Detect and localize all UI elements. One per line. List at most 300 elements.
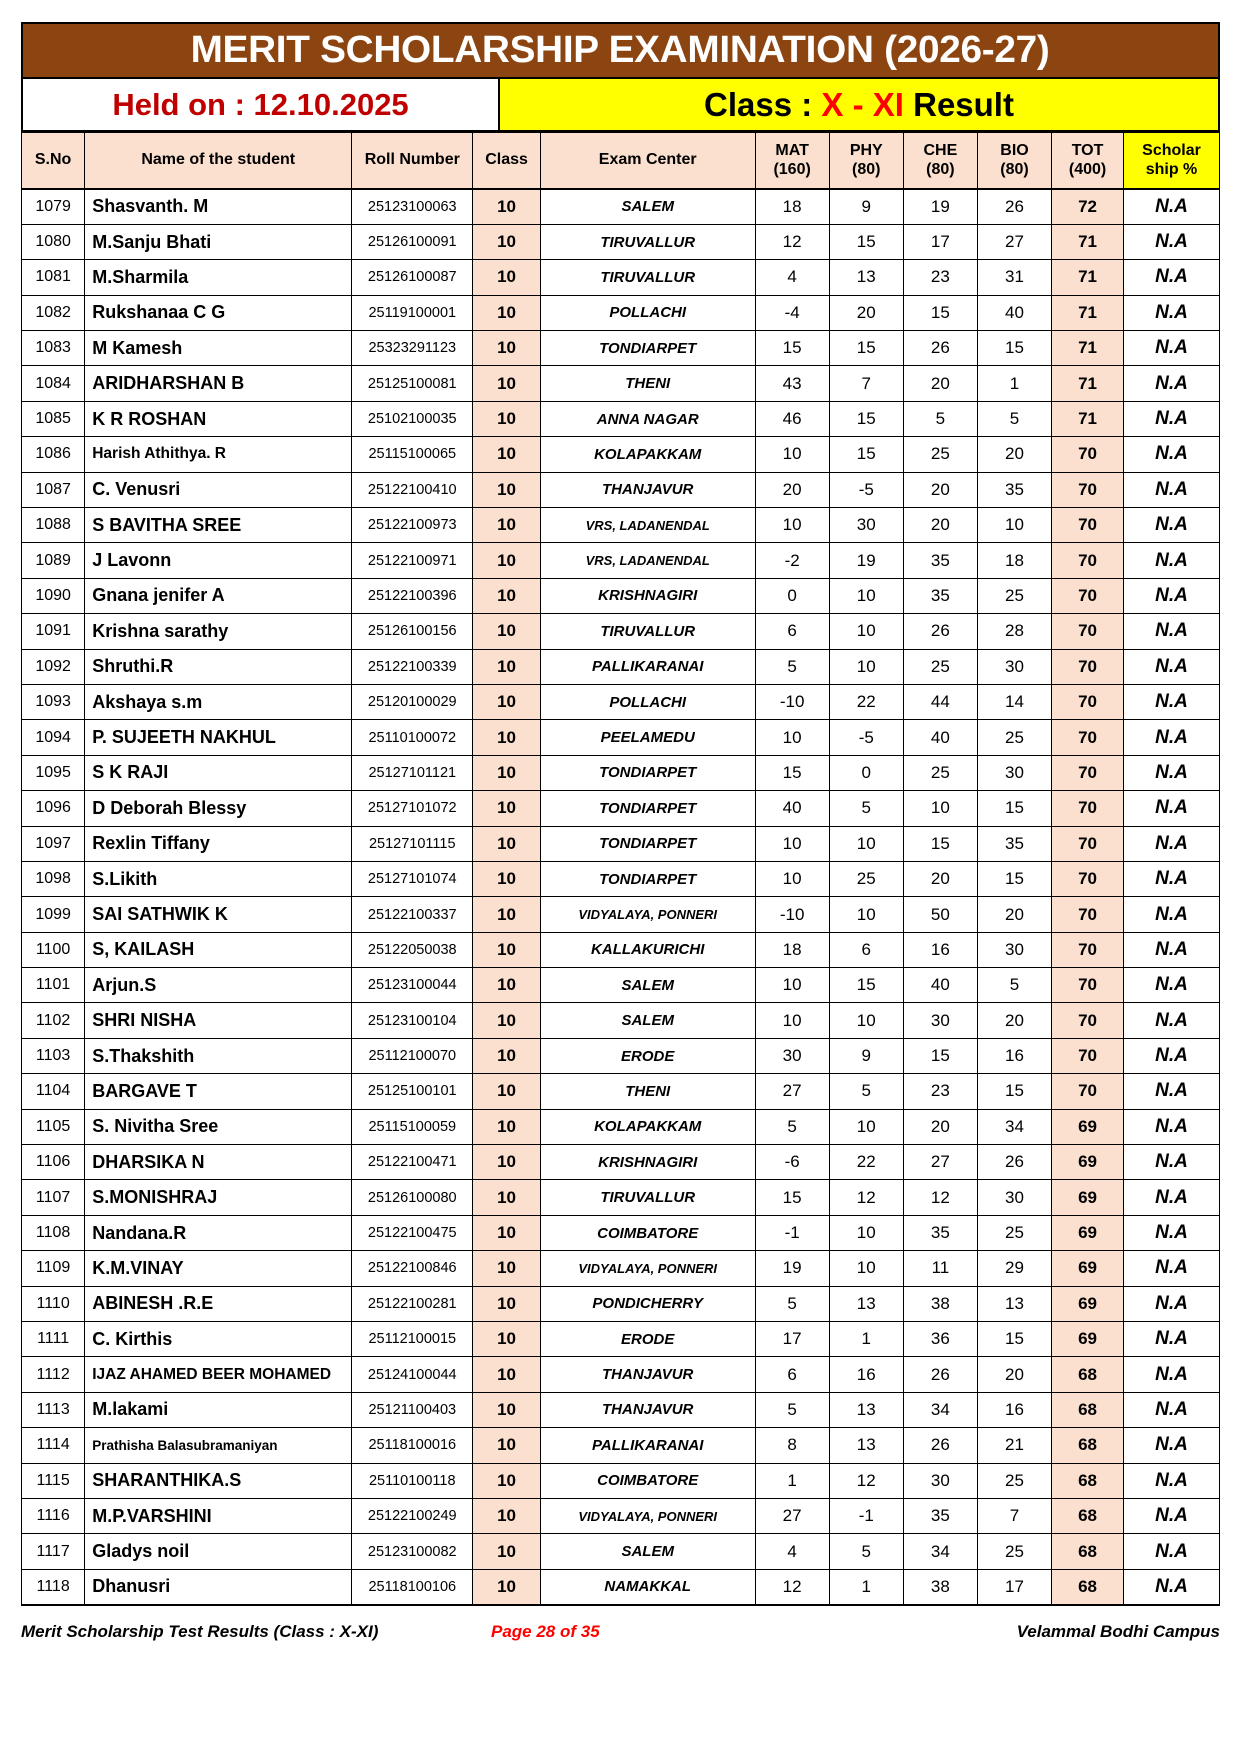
cell-bio-score: 28 [977,614,1051,649]
cell-class: 10 [473,578,541,613]
cell-che-score: 27 [903,1145,977,1180]
cell-phy-score: 16 [829,1357,903,1392]
cell-che-score: 26 [903,1428,977,1463]
cell-roll-number: 25123100104 [352,1003,473,1038]
cell-scholarship-percent: N.A [1124,1392,1220,1427]
cell-che-score: 35 [903,1498,977,1533]
cell-class: 10 [473,1038,541,1073]
cell-scholarship-percent: N.A [1124,543,1220,578]
cell-exam-center: SALEM [540,968,755,1003]
cell-serial-number: 1105 [22,1109,85,1144]
cell-bio-score: 10 [977,508,1051,543]
cell-che-score: 17 [903,224,977,259]
cell-che-score: 23 [903,1074,977,1109]
cell-bio-score: 7 [977,1498,1051,1533]
cell-student-name: C. Kirthis [85,1322,352,1357]
cell-bio-score: 15 [977,331,1051,366]
cell-exam-center: KRISHNAGIRI [540,1145,755,1180]
cell-mat-score: 27 [755,1498,829,1533]
cell-roll-number: 25126100080 [352,1180,473,1215]
cell-exam-center: PEELAMEDU [540,720,755,755]
cell-mat-score: 10 [755,826,829,861]
cell-scholarship-percent: N.A [1124,1180,1220,1215]
cell-exam-center: PALLIKARANAI [540,1428,755,1463]
table-row[interactable] [22,1215,1220,1250]
cell-exam-center: NAMAKKAL [540,1569,755,1604]
cell-mat-score: 43 [755,366,829,401]
table-row[interactable] [22,1038,1220,1073]
cell-exam-center: POLLACHI [540,684,755,719]
table-row[interactable] [22,1286,1220,1321]
cell-scholarship-percent: N.A [1124,472,1220,507]
cell-class: 10 [473,1180,541,1215]
cell-total-score: 70 [1052,1074,1124,1109]
table-row[interactable] [22,366,1220,401]
cell-student-name: Gladys noil [85,1534,352,1569]
cell-scholarship-percent: N.A [1124,1534,1220,1569]
cell-student-name: K.M.VINAY [85,1251,352,1286]
cell-phy-score: 0 [829,755,903,790]
cell-phy-score: 10 [829,1251,903,1286]
cell-che-score: 20 [903,861,977,896]
cell-exam-center: TONDIARPET [540,331,755,366]
table-row[interactable] [22,1463,1220,1498]
table-row[interactable] [22,720,1220,755]
cell-che-score: 25 [903,755,977,790]
cell-exam-center: COIMBATORE [540,1215,755,1250]
header-scholarship-line1: Scholar [1142,142,1201,160]
table-row[interactable] [22,543,1220,578]
page-footer [21,1622,1220,1642]
cell-mat-score: 15 [755,331,829,366]
cell-student-name: IJAZ AHAMED BEER MOHAMED [85,1357,352,1392]
cell-class: 10 [473,366,541,401]
header-mat-max: (160) [773,160,811,178]
cell-roll-number: 25121100403 [352,1392,473,1427]
table-row[interactable] [22,260,1220,295]
cell-roll-number: 25127101121 [352,755,473,790]
cell-total-score: 71 [1052,366,1124,401]
table-row[interactable] [22,614,1220,649]
cell-exam-center: TIRUVALLUR [540,1180,755,1215]
table-row[interactable] [22,472,1220,507]
cell-roll-number: 25115100065 [352,437,473,472]
cell-che-score: 40 [903,968,977,1003]
cell-class: 10 [473,1463,541,1498]
cell-serial-number: 1111 [22,1322,85,1357]
cell-scholarship-percent: N.A [1124,260,1220,295]
cell-scholarship-percent: N.A [1124,1286,1220,1321]
cell-class: 10 [473,826,541,861]
cell-scholarship-percent: N.A [1124,1074,1220,1109]
cell-mat-score: -1 [755,1215,829,1250]
cell-total-score: 68 [1052,1463,1124,1498]
cell-class: 10 [473,1145,541,1180]
cell-student-name: DHARSIKA N [85,1145,352,1180]
cell-class: 10 [473,968,541,1003]
cell-phy-score: 25 [829,861,903,896]
table-row[interactable] [22,826,1220,861]
cell-exam-center: KRISHNAGIRI [540,578,755,613]
cell-mat-score: 12 [755,224,829,259]
table-row[interactable] [22,331,1220,366]
cell-scholarship-percent: N.A [1124,932,1220,967]
cell-phy-score: 10 [829,614,903,649]
cell-mat-score: 10 [755,968,829,1003]
cell-serial-number: 1101 [22,968,85,1003]
cell-phy-score: 10 [829,1003,903,1038]
cell-class: 10 [473,861,541,896]
class-result-cell [500,79,1218,130]
class-prefix-text: Class : [704,85,822,123]
cell-roll-number: 25110100118 [352,1463,473,1498]
cell-serial-number: 1085 [22,401,85,436]
cell-serial-number: 1115 [22,1463,85,1498]
cell-class: 10 [473,720,541,755]
header-phy-max: (80) [852,160,881,178]
cell-serial-number: 1097 [22,826,85,861]
cell-bio-score: 25 [977,578,1051,613]
cell-che-score: 20 [903,366,977,401]
cell-roll-number: 25126100156 [352,614,473,649]
cell-student-name: Rukshanaa C G [85,295,352,330]
table-row[interactable] [22,1534,1220,1569]
table-row[interactable] [22,968,1220,1003]
cell-mat-score: 6 [755,614,829,649]
table-row[interactable] [22,578,1220,613]
table-row[interactable] [22,1428,1220,1463]
cell-phy-score: 9 [829,1038,903,1073]
cell-che-score: 40 [903,720,977,755]
cell-mat-score: -4 [755,295,829,330]
cell-phy-score: 12 [829,1463,903,1498]
cell-exam-center: KALLAKURICHI [540,932,755,967]
cell-class: 10 [473,684,541,719]
cell-total-score: 69 [1052,1215,1124,1250]
cell-roll-number: 25127101072 [352,791,473,826]
cell-student-name: Harish Athithya. R [85,437,352,472]
cell-exam-center: PONDICHERRY [540,1286,755,1321]
cell-class: 10 [473,1286,541,1321]
cell-student-name: Krishna sarathy [85,614,352,649]
cell-class: 10 [473,1428,541,1463]
cell-exam-center: TONDIARPET [540,791,755,826]
cell-scholarship-percent: N.A [1124,189,1220,224]
cell-scholarship-percent: N.A [1124,1569,1220,1604]
cell-class: 10 [473,1003,541,1038]
cell-exam-center: THENI [540,1074,755,1109]
cell-scholarship-percent: N.A [1124,1109,1220,1144]
cell-scholarship-percent: N.A [1124,649,1220,684]
cell-total-score: 70 [1052,720,1124,755]
cell-che-score: 36 [903,1322,977,1357]
cell-che-score: 35 [903,543,977,578]
table-row[interactable] [22,189,1220,224]
cell-mat-score: 10 [755,508,829,543]
cell-serial-number: 1094 [22,720,85,755]
cell-che-score: 26 [903,331,977,366]
cell-mat-score: 15 [755,755,829,790]
cell-mat-score: 5 [755,649,829,684]
cell-scholarship-percent: N.A [1124,366,1220,401]
cell-serial-number: 1100 [22,932,85,967]
cell-bio-score: 15 [977,791,1051,826]
cell-student-name: Dhanusri [85,1569,352,1604]
cell-exam-center: THANJAVUR [540,1392,755,1427]
cell-exam-center: VIDYALAYA, PONNERI [540,897,755,932]
cell-mat-score: -2 [755,543,829,578]
cell-student-name: S BAVITHA SREE [85,508,352,543]
cell-phy-score: 15 [829,968,903,1003]
cell-bio-score: 5 [977,968,1051,1003]
cell-che-score: 20 [903,472,977,507]
cell-phy-score: 12 [829,1180,903,1215]
cell-total-score: 70 [1052,791,1124,826]
cell-scholarship-percent: N.A [1124,437,1220,472]
table-row[interactable] [22,1074,1220,1109]
cell-serial-number: 1102 [22,1003,85,1038]
cell-mat-score: 27 [755,1074,829,1109]
table-row[interactable] [22,1392,1220,1427]
table-row[interactable] [22,508,1220,543]
cell-bio-score: 30 [977,755,1051,790]
cell-class: 10 [473,472,541,507]
cell-roll-number: 25126100087 [352,260,473,295]
cell-bio-score: 35 [977,472,1051,507]
cell-class: 10 [473,791,541,826]
cell-exam-center: VIDYALAYA, PONNERI [540,1498,755,1533]
cell-roll-number: 25122100973 [352,508,473,543]
cell-exam-center: TONDIARPET [540,826,755,861]
cell-bio-score: 16 [977,1038,1051,1073]
cell-exam-center: ANNA NAGAR [540,401,755,436]
cell-serial-number: 1086 [22,437,85,472]
cell-total-score: 72 [1052,189,1124,224]
cell-roll-number: 25102100035 [352,401,473,436]
table-row[interactable] [22,1180,1220,1215]
table-row[interactable] [22,1357,1220,1392]
cell-che-score: 34 [903,1534,977,1569]
cell-serial-number: 1112 [22,1357,85,1392]
cell-bio-score: 20 [977,897,1051,932]
cell-total-score: 70 [1052,472,1124,507]
cell-exam-center: VRS, LADANENDAL [540,508,755,543]
cell-mat-score: 17 [755,1322,829,1357]
cell-mat-score: 46 [755,401,829,436]
table-row[interactable] [22,295,1220,330]
cell-class: 10 [473,1569,541,1604]
cell-student-name: Rexlin Tiffany [85,826,352,861]
cell-exam-center: ERODE [540,1322,755,1357]
table-row[interactable] [22,1003,1220,1038]
table-row[interactable] [22,791,1220,826]
cell-bio-score: 14 [977,684,1051,719]
cell-che-score: 16 [903,932,977,967]
cell-class: 10 [473,331,541,366]
cell-exam-center: KOLAPAKKAM [540,1109,755,1144]
cell-student-name: SAI SATHWIK K [85,897,352,932]
cell-che-score: 50 [903,897,977,932]
cell-roll-number: 25122100281 [352,1286,473,1321]
cell-total-score: 71 [1052,260,1124,295]
cell-mat-score: 10 [755,861,829,896]
cell-exam-center: TIRUVALLUR [540,614,755,649]
header-sno: S.No [22,132,85,189]
cell-class: 10 [473,614,541,649]
cell-exam-center: TIRUVALLUR [540,260,755,295]
cell-total-score: 69 [1052,1286,1124,1321]
cell-phy-score: 22 [829,684,903,719]
cell-bio-score: 20 [977,437,1051,472]
cell-serial-number: 1118 [22,1569,85,1604]
cell-che-score: 11 [903,1251,977,1286]
cell-scholarship-percent: N.A [1124,331,1220,366]
cell-phy-score: 15 [829,331,903,366]
cell-serial-number: 1095 [22,755,85,790]
cell-total-score: 70 [1052,861,1124,896]
cell-class: 10 [473,437,541,472]
cell-che-score: 25 [903,437,977,472]
cell-total-score: 69 [1052,1180,1124,1215]
cell-serial-number: 1081 [22,260,85,295]
cell-phy-score: 7 [829,366,903,401]
header-name: Name of the student [85,132,352,189]
cell-serial-number: 1109 [22,1251,85,1286]
cell-roll-number: 25122100337 [352,897,473,932]
cell-che-score: 10 [903,791,977,826]
cell-phy-score: 9 [829,189,903,224]
cell-serial-number: 1108 [22,1215,85,1250]
cell-mat-score: -6 [755,1145,829,1180]
cell-scholarship-percent: N.A [1124,791,1220,826]
cell-class: 10 [473,932,541,967]
cell-total-score: 69 [1052,1251,1124,1286]
cell-student-name: M.Sanju Bhati [85,224,352,259]
table-header [22,132,1220,189]
cell-roll-number: 25112100015 [352,1322,473,1357]
cell-phy-score: 30 [829,508,903,543]
cell-phy-score: 10 [829,897,903,932]
cell-phy-score: 6 [829,932,903,967]
header-center: Exam Center [540,132,755,189]
cell-scholarship-percent: N.A [1124,720,1220,755]
header-che [903,132,977,189]
cell-total-score: 70 [1052,968,1124,1003]
cell-student-name: Gnana jenifer A [85,578,352,613]
table-row[interactable] [22,897,1220,932]
cell-phy-score: 5 [829,1074,903,1109]
cell-che-score: 23 [903,260,977,295]
class-result-text [704,86,1014,124]
class-value-text: X - XI [821,85,904,123]
cell-class: 10 [473,1074,541,1109]
cell-mat-score: 19 [755,1251,829,1286]
cell-student-name: Prathisha Balasubramaniyan [85,1428,352,1463]
cell-mat-score: 10 [755,437,829,472]
cell-student-name: Nandana.R [85,1215,352,1250]
cell-che-score: 19 [903,189,977,224]
footer-campus-name: Velammal Bodhi Campus [1016,1621,1220,1641]
table-row[interactable] [22,1145,1220,1180]
table-row[interactable] [22,1251,1220,1286]
table-row[interactable] [22,437,1220,472]
cell-total-score: 68 [1052,1534,1124,1569]
cell-serial-number: 1114 [22,1428,85,1463]
header-tot [1052,132,1124,189]
cell-bio-score: 21 [977,1428,1051,1463]
cell-phy-score: 22 [829,1145,903,1180]
table-body [22,189,1220,1605]
cell-phy-score: 13 [829,260,903,295]
cell-che-score: 5 [903,401,977,436]
cell-phy-score: 10 [829,1109,903,1144]
table-row[interactable] [22,861,1220,896]
cell-bio-score: 16 [977,1392,1051,1427]
cell-phy-score: 15 [829,224,903,259]
cell-total-score: 70 [1052,508,1124,543]
cell-mat-score: 5 [755,1286,829,1321]
cell-che-score: 35 [903,578,977,613]
cell-mat-score: 5 [755,1392,829,1427]
cell-exam-center: VIDYALAYA, PONNERI [540,1251,755,1286]
table-row[interactable] [22,224,1220,259]
results-table [21,131,1220,1606]
cell-roll-number: 25123100063 [352,189,473,224]
cell-che-score: 26 [903,1357,977,1392]
cell-phy-score: 10 [829,826,903,861]
cell-class: 10 [473,508,541,543]
cell-scholarship-percent: N.A [1124,1038,1220,1073]
cell-class: 10 [473,543,541,578]
table-row[interactable] [22,684,1220,719]
table-row[interactable] [22,649,1220,684]
cell-serial-number: 1089 [22,543,85,578]
cell-exam-center: KOLAPAKKAM [540,437,755,472]
cell-bio-score: 1 [977,366,1051,401]
table-row[interactable] [22,1498,1220,1533]
table-row[interactable] [22,401,1220,436]
cell-serial-number: 1091 [22,614,85,649]
cell-bio-score: 15 [977,1322,1051,1357]
cell-student-name: Arjun.S [85,968,352,1003]
cell-serial-number: 1092 [22,649,85,684]
table-row[interactable] [22,1109,1220,1144]
cell-scholarship-percent: N.A [1124,1215,1220,1250]
cell-serial-number: 1098 [22,861,85,896]
cell-total-score: 68 [1052,1357,1124,1392]
table-row[interactable] [22,1569,1220,1604]
cell-mat-score: 15 [755,1180,829,1215]
cell-class: 10 [473,1392,541,1427]
cell-roll-number: 25127101074 [352,861,473,896]
cell-serial-number: 1104 [22,1074,85,1109]
cell-bio-score: 40 [977,295,1051,330]
cell-serial-number: 1116 [22,1498,85,1533]
cell-scholarship-percent: N.A [1124,684,1220,719]
table-row[interactable] [22,932,1220,967]
cell-scholarship-percent: N.A [1124,1251,1220,1286]
cell-student-name: S K RAJI [85,755,352,790]
cell-roll-number: 25125100081 [352,366,473,401]
cell-roll-number: 25115100059 [352,1109,473,1144]
cell-class: 10 [473,1534,541,1569]
cell-total-score: 71 [1052,224,1124,259]
table-row[interactable] [22,1322,1220,1357]
cell-bio-score: 30 [977,932,1051,967]
cell-bio-score: 15 [977,861,1051,896]
table-row[interactable] [22,755,1220,790]
cell-student-name: ABINESH .R.E [85,1286,352,1321]
